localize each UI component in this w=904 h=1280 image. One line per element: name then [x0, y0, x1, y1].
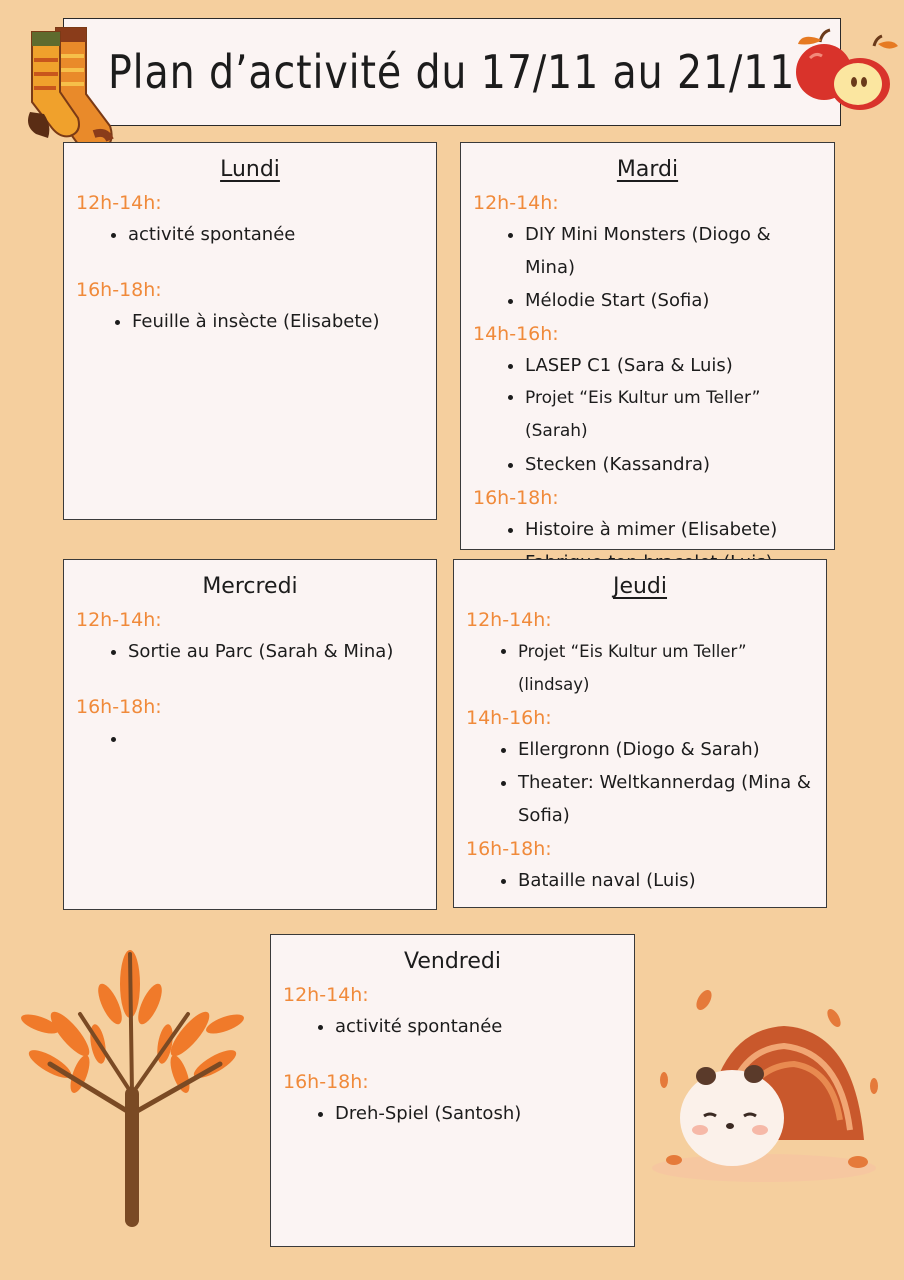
- card-lundi: [63, 142, 437, 520]
- time-slot: 14h-16h:: [466, 707, 552, 729]
- title-banner: [63, 18, 841, 126]
- time-slot: 12h-14h:: [473, 192, 559, 214]
- activity-item: • Stecken (Kassandra): [525, 448, 822, 481]
- time-slot: 12h-14h:: [76, 609, 162, 631]
- day-title: Mardi: [616, 157, 679, 182]
- activity-item: • Projet “Eis Kultur um Teller” (Sarah): [525, 382, 822, 448]
- card-jeudi: [453, 559, 827, 908]
- activity-item: [128, 722, 424, 755]
- socks-icon: [22, 22, 118, 158]
- day-title: Lundi: [220, 157, 280, 182]
- card-mercredi: [63, 559, 437, 910]
- time-slot: 16h-18h:: [473, 487, 559, 509]
- time-slot: 16h-18h:: [466, 838, 552, 860]
- activity-item: • Histoire à mimer (Elisabete): [525, 513, 822, 546]
- activity-item: • Mélodie Start (Sofia): [525, 284, 822, 317]
- activity-item: • Projet “Eis Kultur um Teller” (lindsay): [518, 635, 814, 701]
- time-slot: 14h-16h:: [473, 323, 559, 345]
- activity-item: • Feuille à insècte (Elisabete): [132, 305, 424, 338]
- day-title: Vendredi: [404, 949, 501, 974]
- time-slot: 16h-18h:: [76, 279, 162, 301]
- activity-item: • Sortie au Parc (Sarah & Mina): [128, 635, 424, 668]
- day-title: Mercredi: [202, 574, 298, 599]
- hedgehog-icon: [644, 990, 894, 1190]
- time-slot: 12h-14h:: [466, 609, 552, 631]
- activity-item: • Theater: Weltkannerdag (Mina & Sofia): [518, 766, 814, 832]
- page-title: Plan d’activité du 17/11 au 21/11: [108, 45, 796, 99]
- card-vendredi: [270, 934, 635, 1247]
- apple-icon: [792, 28, 902, 114]
- time-slot: 16h-18h:: [76, 696, 162, 718]
- time-slot: 12h-14h:: [76, 192, 162, 214]
- activity-item: • DIY Mini Monsters (Diogo & Mina): [525, 218, 822, 284]
- activity-item: • LASEP C1 (Sara & Luis): [525, 349, 822, 382]
- activity-item: • Ellergronn (Diogo & Sarah): [518, 733, 814, 766]
- activity-item: • activité spontanée: [128, 218, 424, 251]
- activity-item: • Bataille naval (Luis): [518, 864, 814, 897]
- activity-item: • activité spontanée: [335, 1010, 622, 1043]
- time-slot: 12h-14h:: [283, 984, 369, 1006]
- time-slot: 16h-18h:: [283, 1071, 369, 1093]
- card-mardi: [460, 142, 835, 550]
- activity-item: • Dreh-Spiel (Santosh): [335, 1097, 622, 1130]
- autumn-tree-icon: [10, 944, 258, 1230]
- day-title: Jeudi: [612, 574, 668, 599]
